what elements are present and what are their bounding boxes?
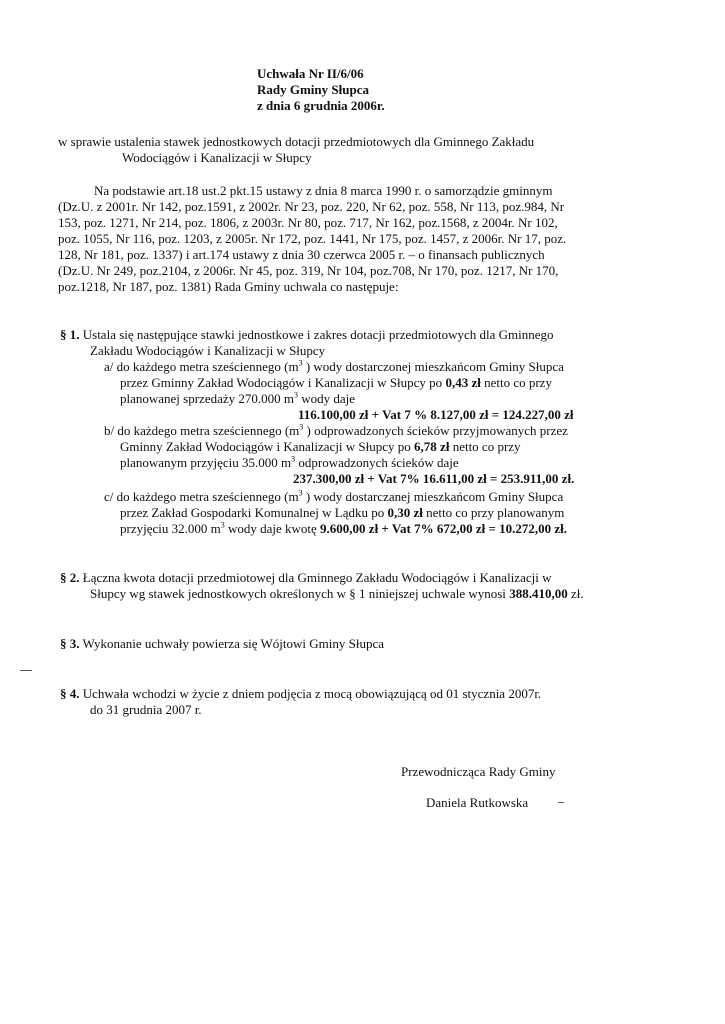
item-c-line-3: przyjęciu 32.000 $m^3$ wody daje kwotę 9.600,00 zł + Vat 7% 672,00 zł = 10.272,00 zł. <box>120 520 568 536</box>
margin-mark <box>20 670 32 671</box>
subject-line-2: Wodociągów i Kanalizacji w Słupcy <box>122 150 312 165</box>
preamble-line: (Dz.U. Nr 249, poz.2104, z 2006r. Nr 45, poz. 319, Nr 104, poz.708, Nr 170, poz. 1217, Nr 170, <box>58 263 559 278</box>
section-1-line-2: Zakładu Wodociągów i Kanalizacji w Słupcy <box>90 343 326 358</box>
section-1 <box>60 327 554 343</box>
preamble-line: poz. 1055, Nr 116, poz. 1203, z 2005r. Nr 172, poz. 1441, Nr 175, poz. 1457, z 2006r. Nr 17, poz. <box>58 231 567 246</box>
section-4-line-2: do 31 grudnia 2007 r. <box>90 702 202 717</box>
preamble-line: (Dz.U. z 2001r. Nr 142, poz.1591, z 2002r. Nr 23, poz. 220, Nr 62, poz. 558, Nr 113, poz.984, Nr <box>58 199 565 214</box>
section-number: § 4. <box>60 686 80 701</box>
section-3-line-1: Wykonanie uchwały powierza się Wójtowi Gminy Słupca <box>82 636 385 651</box>
item-a-total: 116.100,00 zł + Vat 7 % 8.127,00 zł = 124.227,00 zł <box>298 407 574 422</box>
preamble-line: Na podstawie art.18 ust.2 pkt.15 ustawy z dnia 8 marca 1990 r. o samorządzie gminnym <box>94 183 553 198</box>
item-b-line-2: Gminny Zakład Wodociągów i Kanalizacji w Słupcy po 6,78 zł netto co przy <box>120 439 521 454</box>
section-number: § 3. <box>60 636 80 651</box>
item-b-total: 237.300,00 zł + Vat 7% 16.611,00 zł = 253.911,00 zł. <box>293 471 575 486</box>
section-3 <box>60 636 384 652</box>
margin-mark <box>558 802 564 803</box>
section-4 <box>60 686 541 702</box>
section-4-line-1: Uchwała wchodzi w życie z dniem podjęcia z mocą obowiązującą od 01 stycznia 2007r. <box>82 686 542 701</box>
council-name: Rady Gminy Słupca <box>257 82 369 97</box>
resolution-number: Uchwała Nr II/6/06 <box>257 66 364 81</box>
section-number: § 1. <box>60 327 80 342</box>
signature-name: Daniela Rutkowska <box>426 795 529 810</box>
section-2-line-1: Łączna kwota dotacji przedmiotowej dla Gminnego Zakładu Wodociągów i Kanalizacji w <box>82 570 552 585</box>
item-a-line-3: planowanej sprzedaży 270.000 $m^3$ wody daje <box>120 390 356 406</box>
item-b-line-3: planowanym przyjęciu 35.000 $m^3$ odprowadzonych ścieków daje <box>120 454 459 470</box>
item-c-line-2: przez Zakład Gospodarki Komunalnej w Lądku po 0,30 zł netto co przy planowanym <box>120 505 565 520</box>
section-2 <box>60 570 551 586</box>
item-a-line-1: a/ do każdego metra sześciennego ($m^3$ ) wody dostarczonej mieszkańcom Gminy Słupca <box>104 358 564 374</box>
item-c-line-1: c/ do każdego metra sześciennego ($m^3$ ) wody dostarczanej mieszkańcom Gminy Słupca <box>104 488 564 504</box>
subject-line-1: w sprawie ustalenia stawek jednostkowych dotacji przedmiotowych dla Gminnego Zakładu <box>58 134 535 149</box>
section-2-line-2: Słupcy wg stawek jednostkowych określonych w § 1 niniejszej uchwale wynosi 388.410,00 zł. <box>90 586 584 601</box>
item-a-line-2: przez Gminny Zakład Wodociągów i Kanalizacji w Słupcy po 0,43 zł netto co przy <box>120 375 552 390</box>
signature-role: Przewodnicząca Rady Gminy <box>401 764 556 779</box>
item-b-line-1: b/ do każdego metra sześciennego ($m^3$ ) odprowadzonych ścieków przyjmowanych przez <box>104 422 568 438</box>
resolution-date: z dnia 6 grudnia 2006r. <box>257 98 385 113</box>
section-number: § 2. <box>60 570 80 585</box>
preamble-line: 153, poz. 1271, Nr 214, poz. 1806, z 2003r. Nr 80, poz. 717, Nr 162, poz.1568, z 2004r. Nr 102, <box>58 215 558 230</box>
section-1-line-1: Ustala się następujące stawki jednostkowe i zakres dotacji przedmiotowych dla Gminnego <box>82 327 554 342</box>
preamble-line: 128, Nr 181, poz. 1337) i art.174 ustawy z dnia 30 czerwca 2005 r. – o finansach publicznych <box>58 247 545 262</box>
preamble-line: poz.1218, Nr 187, poz. 1381) Rada Gminy uchwala co następuje: <box>58 279 399 294</box>
